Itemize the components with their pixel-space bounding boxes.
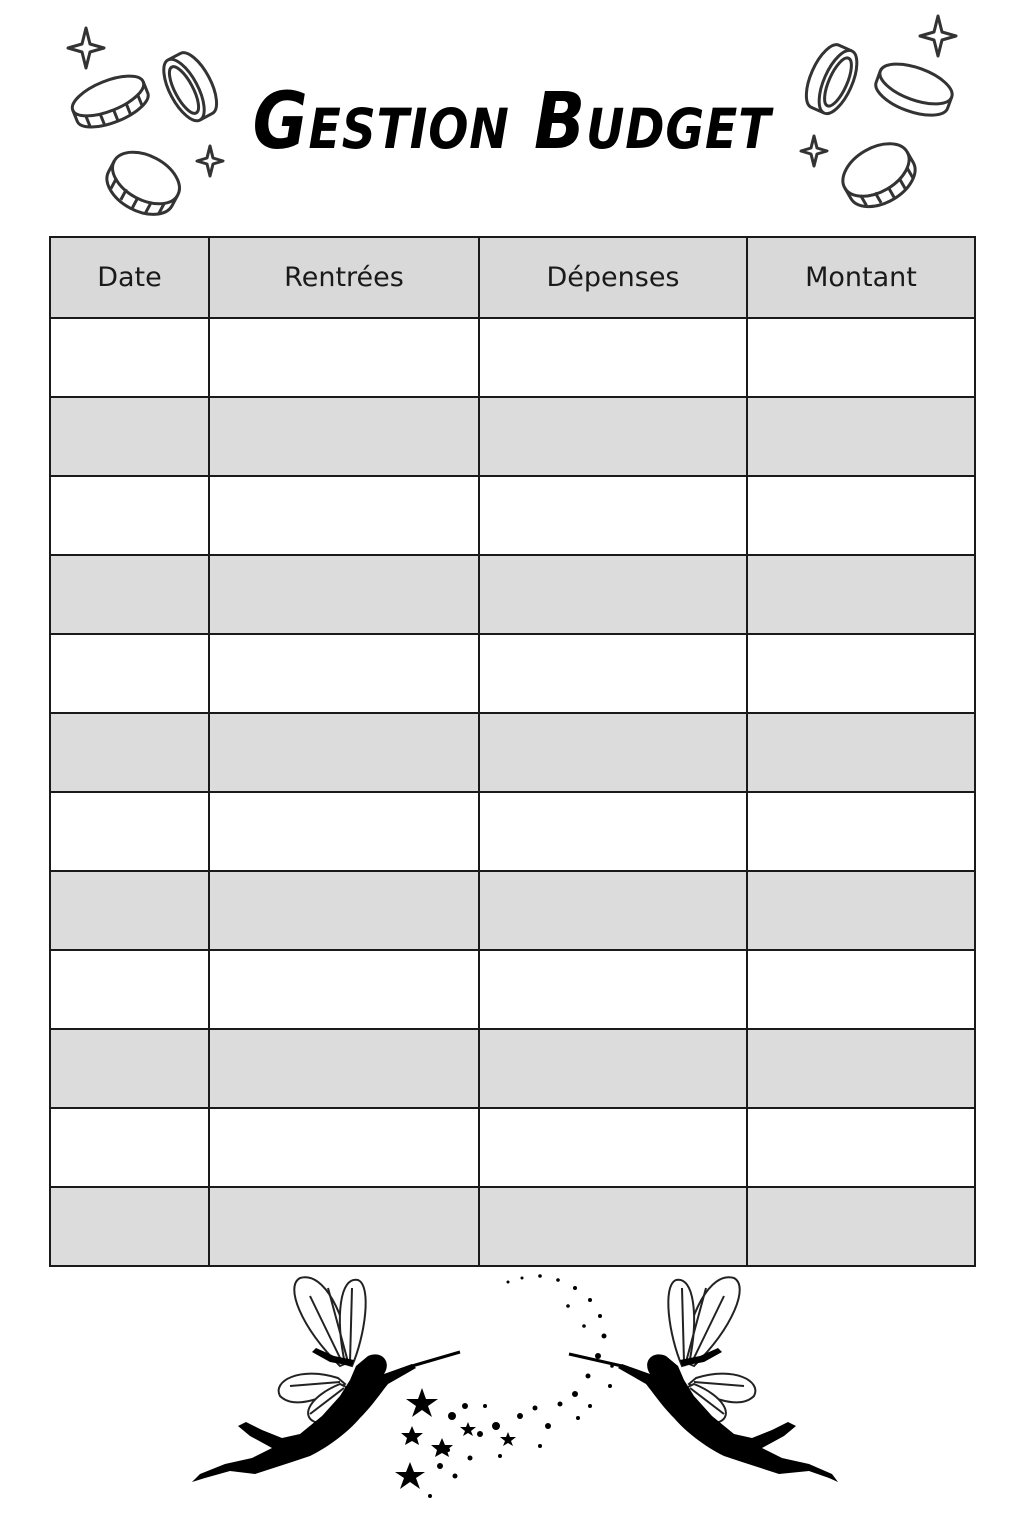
fairies-decoration xyxy=(0,1266,1024,1536)
cell-rentrees[interactable] xyxy=(209,1187,479,1266)
cell-depenses[interactable] xyxy=(479,1187,747,1266)
cell-date[interactable] xyxy=(50,1029,209,1108)
cell-rentrees[interactable] xyxy=(209,1029,479,1108)
cell-rentrees[interactable] xyxy=(209,871,479,950)
column-header-montant: Montant xyxy=(747,237,975,318)
star-icon xyxy=(500,1432,516,1446)
budget-table xyxy=(49,236,976,1267)
cell-montant[interactable] xyxy=(747,792,975,871)
cell-date[interactable] xyxy=(50,555,209,634)
cell-rentrees[interactable] xyxy=(209,397,479,476)
cell-rentrees[interactable] xyxy=(209,713,479,792)
column-header-depenses: Dépenses xyxy=(479,237,747,318)
cell-depenses[interactable] xyxy=(479,713,747,792)
cell-montant[interactable] xyxy=(747,634,975,713)
cell-depenses[interactable] xyxy=(479,1029,747,1108)
cell-rentrees[interactable] xyxy=(209,792,479,871)
table-row xyxy=(50,713,975,792)
cell-montant[interactable] xyxy=(747,476,975,555)
table-row xyxy=(50,476,975,555)
cell-montant[interactable] xyxy=(747,397,975,476)
cell-depenses[interactable] xyxy=(479,950,747,1029)
cell-date[interactable] xyxy=(50,1108,209,1187)
cell-date[interactable] xyxy=(50,1187,209,1266)
star-icon xyxy=(401,1426,423,1445)
cell-depenses[interactable] xyxy=(479,871,747,950)
star-icon xyxy=(460,1422,476,1436)
cell-depenses[interactable] xyxy=(479,634,747,713)
cell-date[interactable] xyxy=(50,634,209,713)
cell-montant[interactable] xyxy=(747,555,975,634)
cell-depenses[interactable] xyxy=(479,476,747,555)
table-row xyxy=(50,792,975,871)
cell-rentrees[interactable] xyxy=(209,555,479,634)
sparkle-icon xyxy=(68,28,104,68)
table-row xyxy=(50,1108,975,1187)
cell-date[interactable] xyxy=(50,476,209,555)
cell-rentrees[interactable] xyxy=(209,476,479,555)
table-row xyxy=(50,950,975,1029)
cell-depenses[interactable] xyxy=(479,555,747,634)
page-title: Gestion Budget xyxy=(252,77,772,167)
table-row xyxy=(50,871,975,950)
fairy-icon xyxy=(569,1277,838,1482)
sparkle-icon xyxy=(920,16,956,56)
cell-date[interactable] xyxy=(50,397,209,476)
star-icon xyxy=(395,1462,425,1489)
cell-montant[interactable] xyxy=(747,318,975,397)
cell-montant[interactable] xyxy=(747,950,975,1029)
cell-rentrees[interactable] xyxy=(209,1108,479,1187)
cell-montant[interactable] xyxy=(747,713,975,792)
cell-montant[interactable] xyxy=(747,871,975,950)
table-row xyxy=(50,1029,975,1108)
cell-date[interactable] xyxy=(50,318,209,397)
magic-dust xyxy=(395,1274,614,1498)
star-icon xyxy=(431,1438,453,1457)
table-row xyxy=(50,1187,975,1266)
cell-depenses[interactable] xyxy=(479,792,747,871)
cell-rentrees[interactable] xyxy=(209,950,479,1029)
table-row xyxy=(50,318,975,397)
cell-depenses[interactable] xyxy=(479,397,747,476)
column-header-rentrees: Rentrées xyxy=(209,237,479,318)
star-icon xyxy=(406,1388,438,1417)
cell-montant[interactable] xyxy=(747,1108,975,1187)
cell-depenses[interactable] xyxy=(479,1108,747,1187)
cell-date[interactable] xyxy=(50,950,209,1029)
column-header-date: Date xyxy=(50,237,209,318)
cell-rentrees[interactable] xyxy=(209,318,479,397)
cell-montant[interactable] xyxy=(747,1029,975,1108)
cell-rentrees[interactable] xyxy=(209,634,479,713)
fairy-icon xyxy=(192,1277,460,1482)
cell-date[interactable] xyxy=(50,713,209,792)
cell-date[interactable] xyxy=(50,792,209,871)
table-row xyxy=(50,555,975,634)
table-row xyxy=(50,397,975,476)
table-header-row xyxy=(50,237,975,318)
cell-montant[interactable] xyxy=(747,1187,975,1266)
table-row xyxy=(50,634,975,713)
cell-date[interactable] xyxy=(50,871,209,950)
cell-depenses[interactable] xyxy=(479,318,747,397)
